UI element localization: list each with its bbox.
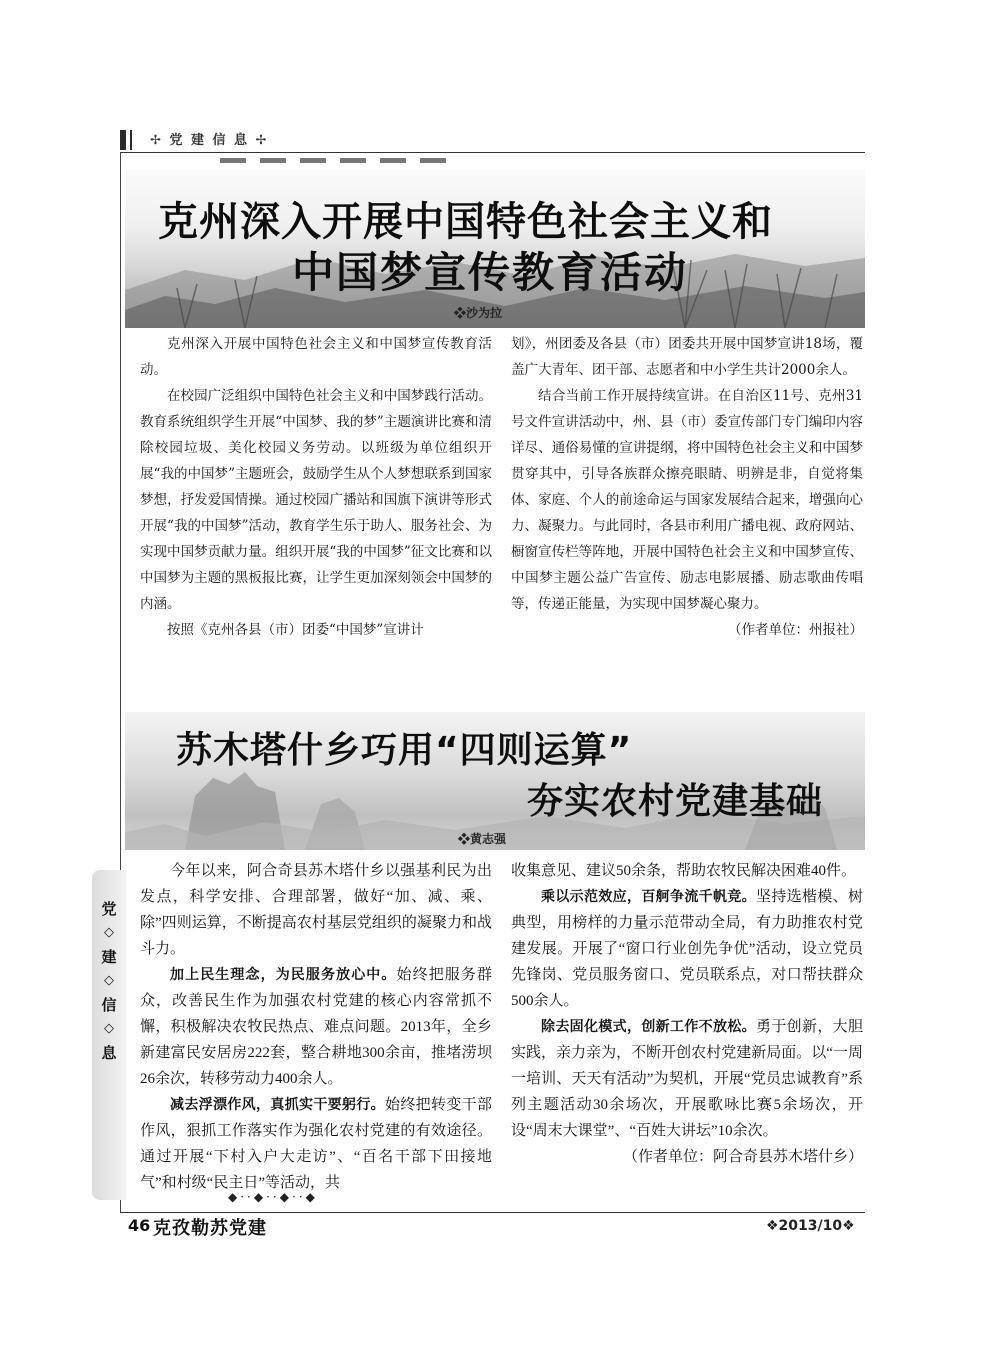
paragraph-body: 始终把转变干部作风，狠抓工作落实作为强化农村党建的有效途径。通过开展“下村入户大走访”、“百名干部下田接地气”和村级“民主日”等活动，共 [140,1097,492,1191]
section-header: ✢ 党 建 信 息 ✢ [150,133,269,148]
diamond-icon: ◇ [104,973,114,988]
header-rule [120,152,865,153]
diamond-icon: ◇ [104,925,114,940]
article2-column-right [511,858,863,1170]
side-label-char: 信 [101,996,117,1014]
paragraph: 按照《克州各县（市）团委“中国梦”宣讲计 [167,622,424,638]
side-label-char: 建 [101,948,117,966]
article2-credit: （作者单位：阿合奇县苏木塔什乡） [622,1149,863,1165]
paragraph [511,884,863,1014]
paragraph: 今年以来，阿合奇县苏木塔什乡以强基利民为出发点，科学安排、合理部署，做好“加、减、乘、除”四则运算，不断提高农村基层党组织的凝聚力和战斗力。 [140,863,492,957]
page-number: 46 [128,1216,151,1235]
header-bar-accent [120,130,126,150]
paragraph: 克州深入开展中国特色社会主义和中国梦宣传教育活动。 [140,336,492,378]
paragraph-body: 勇于创新，大胆实践，亲力亲为，不断开创农村党建新局面。以“一周一培训、天天有活动”为契机，开展“党员忠诚教育”系列主题活动30余场次，开展歌咏比赛5余场次，开设“周末大课堂”、“百姓大讲坛”10余次。 [511,1019,863,1139]
article1-credit: （作者单位：州报社） [728,622,863,638]
article1-column-right [511,331,863,643]
diamond-icon: ◇ [104,1021,114,1036]
paragraph-lead: 除去固化模式，创新工作不放松。 [541,1019,756,1035]
paragraph-body: 始终把服务群众，改善民生作为加强农村党建的核心内容常抓不懈，积极解决农牧民热点、难点问题。2013年，全乡新建富民安居房222套，整合耕地300余亩，推堵涝坝26余次，转移劳动力400余人。 [140,967,492,1087]
paragraph: 在校园广泛组织中国特色社会主义和中国梦践行活动。教育系统组织学生开展“中国梦、我的梦”主题演讲比赛和清除校园垃圾、美化校园义务劳动。以班级为单位组织开展“我的中国梦”主题班会，鼓励学生从个人梦想联系到国家梦想，抒发爱国情操。通过校园广播站和国旗下演讲等形式开展“我的中国梦”活动，教育学生乐于助人、服务社会、为实现中国梦贡献力量。组织开展“我的中国梦”征文比赛和以中国梦为主题的黑板报比赛，让学生更加深刻领会中国梦的内涵。 [140,388,492,612]
paragraph-body: 坚持选楷模、树典型，用榜样的力量示范带动全局，有力助推农村党建发展。开展了“窗口行业创先争优”活动，设立党员先锋岗、党员服务窗口、党员联系点，对口帮扶群众500余人。 [511,889,863,1009]
article2-title-line2: 夯实农村党建基础 [527,781,824,822]
paragraph: 结合当前工作开展持续宣讲。在自治区11号、克州31号文件宣讲活动中，州、县（市）委宣传部门专门编印内容详尽、通俗易懂的宣讲提纲，将中国特色社会主义和中国梦贯穿其中，引导各族群众擦亮眼睛、明辨是非，自觉将集体、家庭、个人的前途命运与国家发展结合起来，增强向心力、凝聚力。与此同时，各县市利用广播电视、政府网站、橱窗宣传栏等阵地，开展中国特色社会主义和中国梦宣传、中国梦主题公益广告宣传、励志电影展播、励志歌曲传唱等，传递正能量，为实现中国梦凝心聚力。 [511,388,863,612]
paragraph-lead: 加上民生理念，为民服务放心中。 [170,967,397,983]
article2-byline: ❖黄志强 [458,832,507,846]
article1-title-line1: 克州深入开展中国特色社会主义和 [158,199,773,245]
paragraph-lead: 乘以示范效应，百舸争流千帆竞。 [541,889,756,905]
paragraph [511,1014,863,1165]
article1-title-line2: 中国梦宣传教育活动 [292,248,689,297]
article1-column-left [140,331,492,643]
article2-title-line1: 苏木塔什乡巧用“四则运算” [176,730,633,771]
footer-rule [120,1212,865,1213]
article1-byline: ❖沙为拉 [454,306,503,320]
magazine-name: 克孜勒苏党建 [153,1218,267,1239]
paragraph-lead: 减去浮漂作风，真抓实干要躬行。 [170,1097,385,1113]
side-label [96,898,122,1063]
side-label-char: 息 [101,1044,117,1062]
paragraph [140,962,492,1092]
paragraph: 划》，州团委及各县（市）团委共开展中国梦宣讲18场，覆盖广大青年、团干部、志愿者和中小学生共计2000余人。 [511,336,863,378]
header-dash-ornament [220,158,446,163]
paragraph: 收集意见、建议50余条，帮助农牧民解决困难40件。 [511,863,857,879]
article2-column-left [140,858,492,1196]
paragraph [140,1092,492,1196]
issue-number: ❖2013/10❖ [766,1218,855,1234]
side-label-char: 党 [101,900,117,918]
header-bar-tick [130,130,132,150]
divider-ornament: ◆··◆··◆··◆ [228,1190,318,1204]
